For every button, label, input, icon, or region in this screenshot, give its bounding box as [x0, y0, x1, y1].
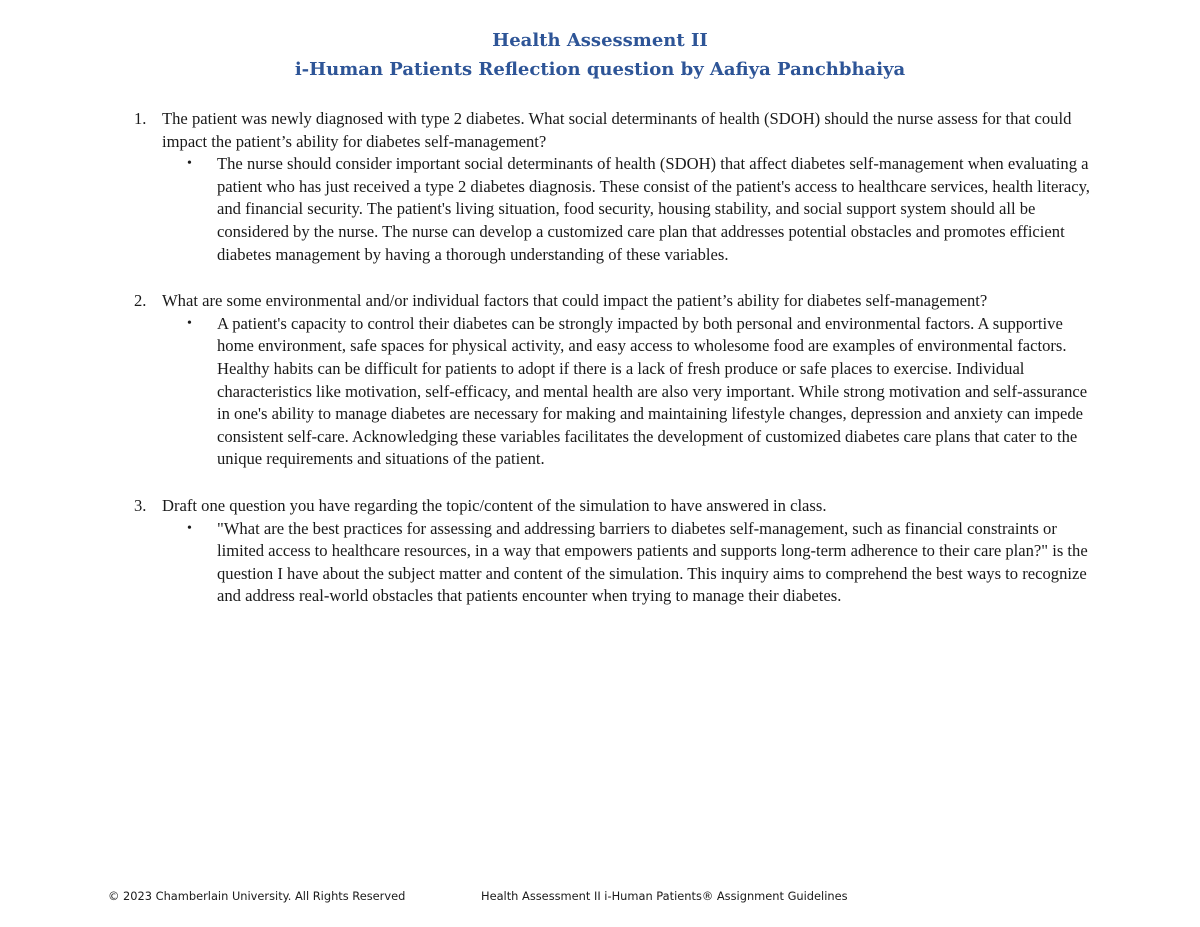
- question-number: 3.: [134, 495, 147, 515]
- question-item: [108, 108, 1098, 266]
- question-item: [108, 495, 1098, 608]
- question-text: Draft one question you have regarding the topic/content of the simulation to have answered in class.: [162, 495, 827, 515]
- answer-item: [162, 313, 1098, 471]
- answer-text: A patient's capacity to control their diabetes can be strongly impacted by both personal and environmental factors. A supportive home environment, safe spaces for physical activity, and easy access to wholesome food are examples of environmental factors. Healthy habits can be difficult for patients to adopt if there is a lack of fresh produce or safe places to exercise. Individual characteristics like motivation, self-efficacy, and mental health are also very important. While strong motivation and self-assurance in one's ability to manage diabetes are necessary for making and maintaining lifestyle changes, depression and anxiety can impede consistent self-care. Acknowledging these variables facilitates the development of customized diabetes care plans that cater to the unique requirements and situations of the patient.: [217, 313, 1088, 469]
- bullet-icon: •: [187, 315, 192, 331]
- document-title: Health Assessment II: [492, 30, 708, 51]
- document-header: [0, 26, 1200, 84]
- answer-text: "What are the best practices for assessing and addressing barriers to diabetes self-management, such as financial constraints or limited access to healthcare resources, in a way that empowers patients and supports long-term adherence to their care plan?" is the question I have about the subject matter and content of the simulation. This inquiry aims to comprehend the best ways to recognize and address real-world obstacles that patients encounter when trying to manage their diabetes.: [217, 518, 1088, 606]
- question-number: 2.: [134, 291, 147, 311]
- question-number: 1.: [134, 109, 147, 128]
- question-item: [108, 290, 1098, 471]
- footer-copyright: © 2023 Chamberlain University. All Rights Reserved: [108, 889, 406, 903]
- answer-list: [162, 518, 1098, 608]
- answer-item: [162, 518, 1098, 608]
- bullet-icon: •: [187, 520, 192, 536]
- answer-list: [162, 313, 1098, 471]
- document-subtitle: i-Human Patients Reflection question by Aafiya Panchbhaiya: [294, 59, 906, 80]
- question-text: The patient was newly diagnosed with type 2 diabetes. What social determinants of health (SDOH) should the nurse assess for that could impact the patient’s ability for diabetes self-management?: [162, 109, 1072, 151]
- question-text: What are some environmental and/or individual factors that could impact the patient’s ability for diabetes self-management?: [162, 291, 988, 311]
- page-footer: [108, 889, 848, 903]
- answer-item: [162, 153, 1098, 266]
- footer-guidelines: Health Assessment II i-Human Patients® Assignment Guidelines: [481, 889, 848, 903]
- answer-list: [162, 153, 1098, 266]
- answer-text: The nurse should consider important social determinants of health (SDOH) that affect diabetes self-management when evaluating a patient who has just received a type 2 diabetes diagnosis. These consist of the patient's access to healthcare services, health literacy, and financial security. The patient's living situation, food security, housing stability, and social support system should all be considered by the nurse. The nurse can develop a customized care plan that addresses potential obstacles and promotes efficient diabetes management by having a thorough understanding of these variables.: [217, 154, 1090, 264]
- question-list: [108, 108, 1098, 632]
- bullet-icon: •: [187, 156, 192, 172]
